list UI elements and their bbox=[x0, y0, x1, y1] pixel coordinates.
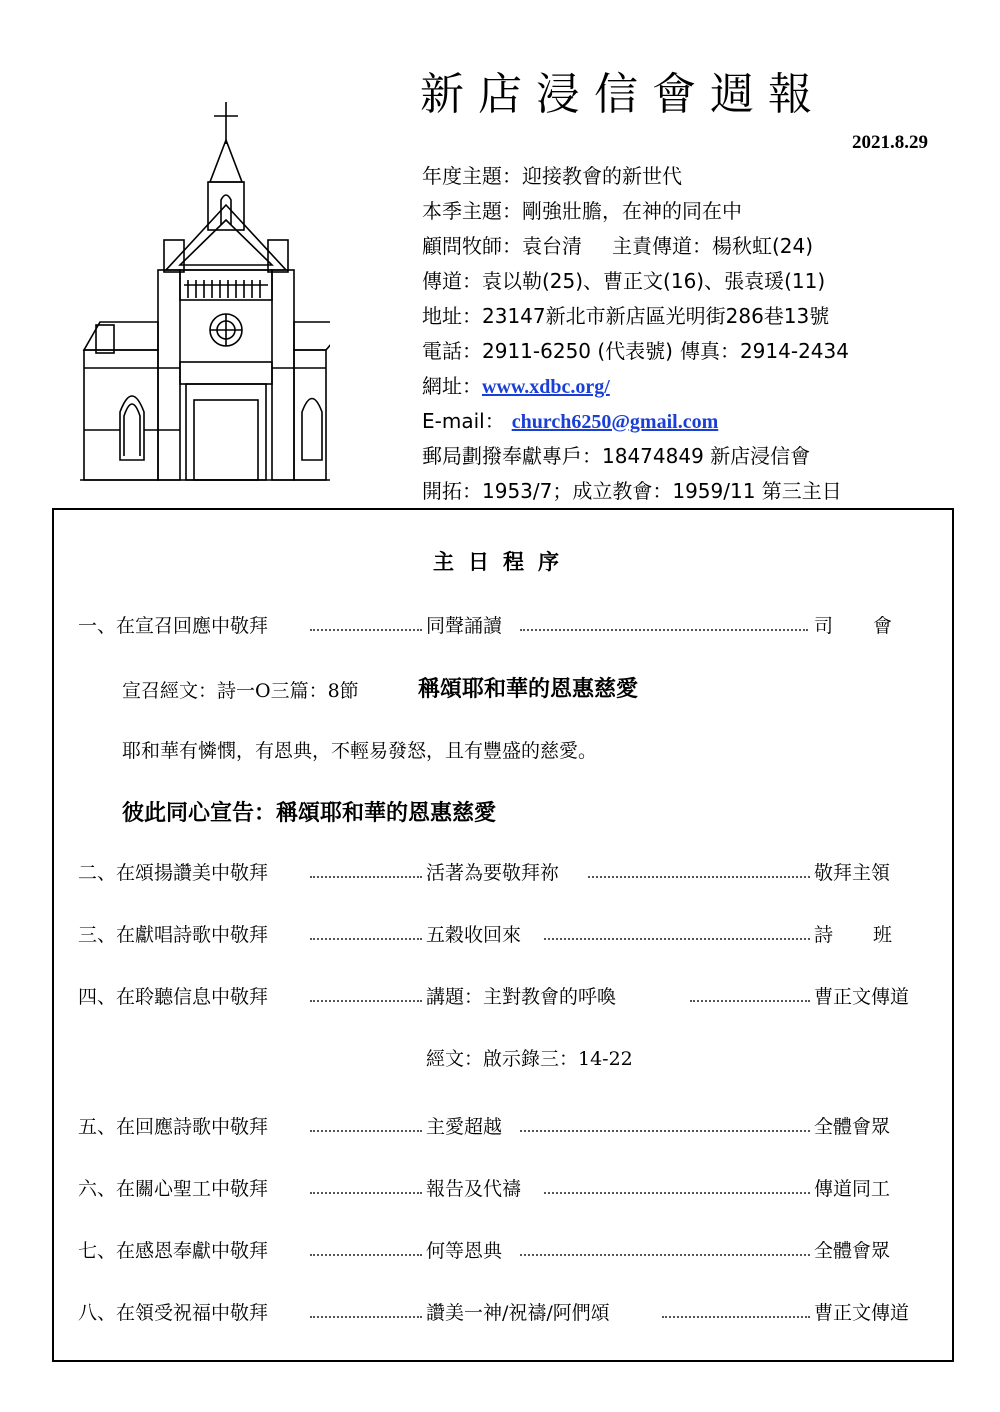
call-verse-text: 耶和華有憐憫，有恩典，不輕易發怒，且有豐盛的慈愛。 bbox=[122, 740, 598, 762]
program-row bbox=[78, 1112, 938, 1142]
founding: 1953/7；成立教會：1959/11 第三主日 bbox=[482, 479, 842, 503]
program-leader: 全體會眾 bbox=[814, 1240, 891, 1262]
program-content: 讚美一神/祝禱/阿們頌 bbox=[426, 1302, 610, 1324]
program-row bbox=[78, 982, 938, 1012]
program-leader: 詩班 bbox=[814, 924, 933, 946]
preachers: 袁以勒(25)、曹正文(16)、張袁瑗(11) bbox=[482, 269, 826, 293]
phone-line: 電話：2911-6250 (代表號) 傳真：2914-2434 bbox=[422, 339, 849, 363]
annual-theme: 迎接教會的新世代 bbox=[522, 164, 682, 188]
fax: 2914-2434 bbox=[739, 339, 849, 363]
program-row bbox=[78, 858, 938, 888]
program-leader: 司會 bbox=[814, 615, 933, 637]
program-content: 報告及代禱 bbox=[426, 1178, 522, 1200]
program-part: 二、在頌揚讚美中敬拜 bbox=[78, 862, 269, 884]
program-row bbox=[78, 611, 938, 641]
program-row bbox=[78, 1236, 938, 1266]
program-part: 四、在聆聽信息中敬拜 bbox=[78, 986, 269, 1008]
website-line: 網址：www.xdbc.org/ bbox=[422, 374, 610, 398]
program-content: 活著為要敬拜祢 bbox=[426, 862, 560, 884]
chief-preacher: 楊秋虹(24) bbox=[712, 234, 814, 258]
church-illustration bbox=[80, 100, 330, 490]
annual-theme-line: 年度主題：迎接教會的新世代 bbox=[422, 164, 682, 188]
advisor-pastor: 袁台清 bbox=[522, 234, 582, 258]
address-line: 地址：23147新北市新店區光明街286巷13號 bbox=[422, 304, 830, 328]
program-leader: 曹正文傳道 bbox=[814, 986, 910, 1008]
program-part: 六、在關心聖工中敬拜 bbox=[78, 1178, 269, 1200]
program-part: 一、在宣召回應中敬拜 bbox=[78, 615, 269, 637]
address: 23147新北市新店區光明街286巷13號 bbox=[482, 304, 830, 328]
founding-line: 開拓：1953/7；成立教會：1959/11 第三主日 bbox=[422, 479, 842, 503]
program-row bbox=[78, 1174, 938, 1204]
email-link[interactable]: church6250@gmail.com bbox=[511, 411, 719, 433]
program-part: 五、在回應詩歌中敬拜 bbox=[78, 1116, 269, 1138]
preachers-line: 傳道：袁以勒(25)、曹正文(16)、張袁瑗(11) bbox=[422, 269, 826, 293]
program-row bbox=[78, 1298, 938, 1328]
season-theme: 剛強壯膽，在神的同在中 bbox=[522, 199, 742, 223]
program-content: 何等恩典 bbox=[426, 1240, 503, 1262]
bulletin-title: 新店浸信會週報 bbox=[420, 69, 826, 120]
program-part: 七、在感恩奉獻中敬拜 bbox=[78, 1240, 269, 1262]
declaration: 彼此同心宣告：稱頌耶和華的恩惠慈愛 bbox=[122, 800, 497, 826]
church-info bbox=[422, 160, 849, 510]
bulletin-date: 2021.8.29 bbox=[852, 132, 928, 153]
program-content: 同聲誦讀 bbox=[426, 615, 503, 637]
program-leader: 傳道同工 bbox=[814, 1178, 891, 1200]
website-link[interactable]: www.xdbc.org/ bbox=[482, 376, 610, 398]
program-content: 主愛超越 bbox=[426, 1116, 503, 1138]
sunday-program bbox=[52, 508, 954, 1362]
season-theme-line: 本季主題：剛強壯膽，在神的同在中 bbox=[422, 199, 742, 223]
postal-line: 郵局劃撥奉獻專戶：18474849 新店浸信會 bbox=[422, 444, 811, 468]
program-row bbox=[78, 920, 938, 950]
program-leader: 曹正文傳道 bbox=[814, 1302, 910, 1324]
email-line: E-mail： church6250@gmail.com bbox=[422, 409, 719, 433]
program-part: 三、在獻唱詩歌中敬拜 bbox=[78, 924, 269, 946]
postal-account: 18474849 新店浸信會 bbox=[602, 444, 811, 468]
program-title: 主日程序 bbox=[433, 549, 573, 574]
program-content: 講題：主對教會的呼喚 bbox=[426, 986, 617, 1008]
staff-line: 顧問牧師：袁台清 主責傳道：楊秋虹(24) bbox=[422, 234, 814, 258]
program-part: 八、在領受祝福中敬拜 bbox=[78, 1302, 269, 1324]
call-verse-title: 稱頌耶和華的恩惠慈愛 bbox=[418, 676, 639, 702]
phone: 2911-6250 (代表號) bbox=[482, 339, 673, 363]
program-leader: 全體會眾 bbox=[814, 1116, 891, 1138]
program-leader: 敬拜主領 bbox=[814, 862, 891, 884]
scripture-reference: 經文：啟示錄三：14-22 bbox=[426, 1048, 633, 1070]
call-verse-reference: 宣召經文：詩一O三篇：8節 bbox=[122, 680, 359, 702]
program-content: 五穀收回來 bbox=[426, 924, 522, 946]
